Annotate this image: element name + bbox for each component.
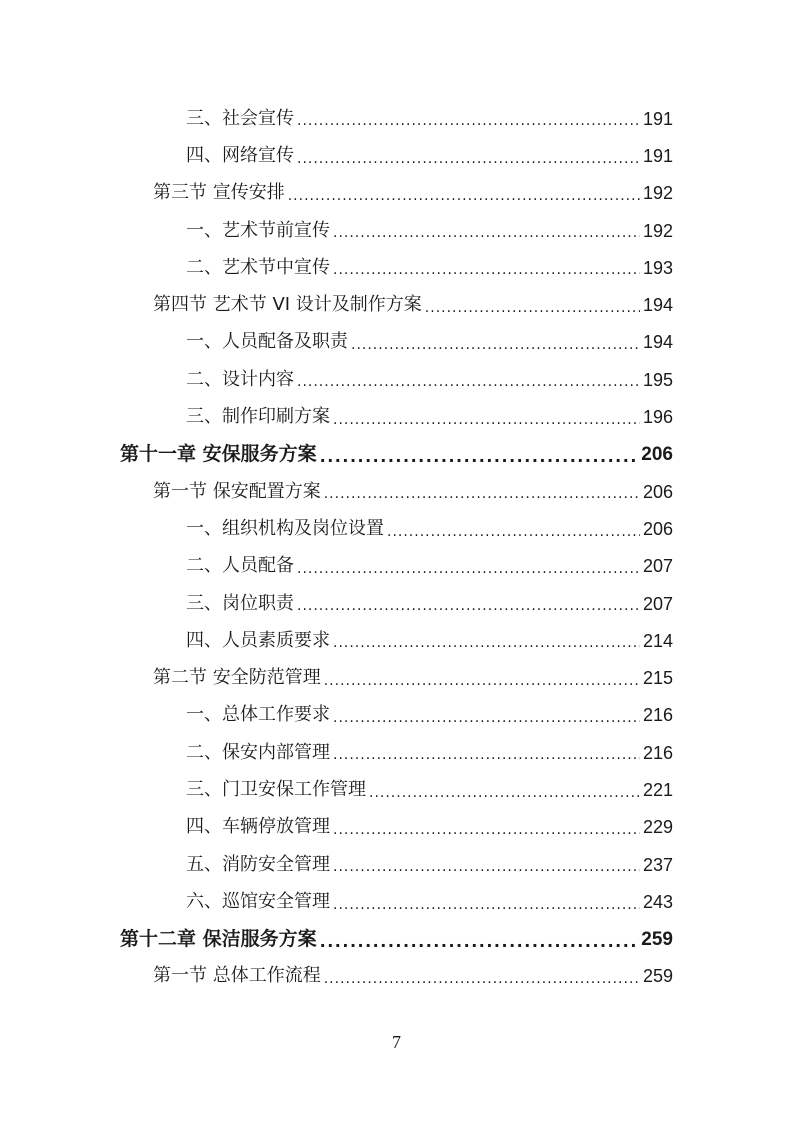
toc-leader-dots [297, 375, 640, 398]
toc-entry-page: 191 [642, 145, 673, 166]
toc-entry[interactable] [0, 846, 793, 883]
toc-entry[interactable] [0, 548, 793, 585]
toc-chapter-entry[interactable] [0, 921, 793, 958]
toc-leader-dots [333, 263, 640, 286]
toc-entry-page: 259 [641, 928, 673, 950]
toc-entry[interactable] [0, 361, 793, 398]
toc-leader-dots [333, 636, 640, 659]
toc-entry-page: 206 [642, 518, 673, 539]
toc-entry-page: 207 [642, 556, 673, 577]
toc-chapter-entry[interactable] [0, 436, 793, 473]
toc-leader-dots [425, 301, 640, 324]
toc-entry[interactable] [0, 398, 793, 435]
toc-entry[interactable] [0, 137, 793, 174]
toc-entry[interactable] [0, 100, 793, 137]
toc-section-entry[interactable] [0, 659, 793, 696]
toc-leader-dots [320, 934, 639, 958]
toc-entry-label: 第四节 艺术节 VI 设计及制作方案 [153, 294, 422, 316]
toc-entry-page: 191 [642, 108, 673, 129]
toc-entry[interactable] [0, 734, 793, 771]
toc-leader-dots [297, 114, 640, 137]
toc-leader-dots [333, 823, 640, 846]
toc-entry-page: 221 [642, 779, 673, 800]
toc-entry[interactable] [0, 883, 793, 920]
toc-entry[interactable] [0, 212, 793, 249]
toc-entry[interactable] [0, 249, 793, 286]
toc-section-entry[interactable] [0, 958, 793, 995]
toc-entry[interactable] [0, 585, 793, 622]
toc-entry-label: 三、制作印刷方案 [186, 406, 330, 428]
toc-leader-dots [297, 152, 640, 175]
toc-entry[interactable] [0, 324, 793, 361]
toc-entry-label: 六、巡馆安全管理 [186, 890, 330, 912]
toc-entry-page: 196 [642, 407, 673, 428]
toc-leader-dots [297, 562, 640, 585]
toc-section-entry[interactable] [0, 473, 793, 510]
toc-entry-page: 192 [642, 183, 673, 204]
toc-entry-page: 194 [642, 332, 673, 353]
toc-leader-dots [320, 449, 639, 473]
toc-entry-label: 一、总体工作要求 [186, 704, 330, 726]
toc-entry-label: 第十二章 保洁服务方案 [120, 927, 317, 950]
toc-entry-label: 第三节 宣传安排 [153, 182, 285, 204]
toc-leader-dots [297, 599, 640, 622]
toc-entry-label: 三、门卫安保工作管理 [186, 778, 366, 800]
toc-entry-label: 第一节 总体工作流程 [153, 965, 321, 987]
toc-entry-label: 二、人员配备 [186, 555, 294, 577]
toc-entry-page: 206 [641, 443, 673, 465]
toc-entry-page: 195 [642, 369, 673, 390]
toc-leader-dots [333, 413, 640, 436]
toc-entry-label: 第二节 安全防范管理 [153, 667, 321, 689]
toc-entry-label: 三、岗位职责 [186, 592, 294, 614]
toc-entry-page: 214 [642, 630, 673, 651]
toc-entry[interactable] [0, 622, 793, 659]
toc-entry-label: 四、网络宣传 [186, 144, 294, 166]
toc-entry-page: 206 [642, 481, 673, 502]
toc-entry-label: 三、社会宣传 [186, 107, 294, 129]
toc-leader-dots [333, 898, 640, 921]
toc-leader-dots [324, 674, 640, 697]
toc-entry-label: 二、保安内部管理 [186, 741, 330, 763]
toc-entry-label: 二、艺术节中宣传 [186, 256, 330, 278]
toc-entry-label: 四、车辆停放管理 [186, 816, 330, 838]
toc-entry-page: 193 [642, 257, 673, 278]
toc-entry-label: 五、消防安全管理 [186, 853, 330, 875]
toc-entry-page: 229 [642, 817, 673, 838]
toc-entry-label: 二、设计内容 [186, 368, 294, 390]
toc-section-entry[interactable] [0, 286, 793, 323]
toc-leader-dots [324, 487, 640, 510]
toc-leader-dots [333, 711, 640, 734]
toc-leader-dots [351, 338, 640, 361]
toc-entry-page: 237 [642, 854, 673, 875]
toc-leader-dots [333, 226, 640, 249]
toc-leader-dots [369, 786, 640, 809]
toc-entry[interactable] [0, 697, 793, 734]
toc-entry-page: 216 [642, 742, 673, 763]
toc-entry-page: 259 [642, 966, 673, 987]
toc-entry-page: 194 [642, 295, 673, 316]
toc-entry[interactable] [0, 510, 793, 547]
toc-entry-page: 216 [642, 705, 673, 726]
toc-leader-dots [333, 748, 640, 771]
toc-leader-dots [333, 860, 640, 883]
toc-entry-label: 第十一章 安保服务方案 [120, 442, 317, 465]
toc-entry-label: 一、人员配备及职责 [186, 331, 348, 353]
toc-leader-dots [324, 972, 640, 995]
toc-entry-page: 207 [642, 593, 673, 614]
toc-entry-label: 四、人员素质要求 [186, 629, 330, 651]
toc-entry-label: 一、艺术节前宣传 [186, 219, 330, 241]
toc-entry-page: 215 [642, 668, 673, 689]
toc-entry[interactable] [0, 771, 793, 808]
toc-entry[interactable] [0, 809, 793, 846]
table-of-contents [0, 100, 793, 995]
toc-entry-page: 243 [642, 891, 673, 912]
toc-entry-page: 192 [642, 220, 673, 241]
toc-section-entry[interactable] [0, 175, 793, 212]
toc-leader-dots [288, 189, 640, 212]
toc-leader-dots [387, 525, 640, 548]
toc-entry-label: 一、组织机构及岗位设置 [186, 517, 384, 539]
page-number: 7 [392, 1032, 401, 1052]
toc-entry-label: 第一节 保安配置方案 [153, 480, 321, 502]
